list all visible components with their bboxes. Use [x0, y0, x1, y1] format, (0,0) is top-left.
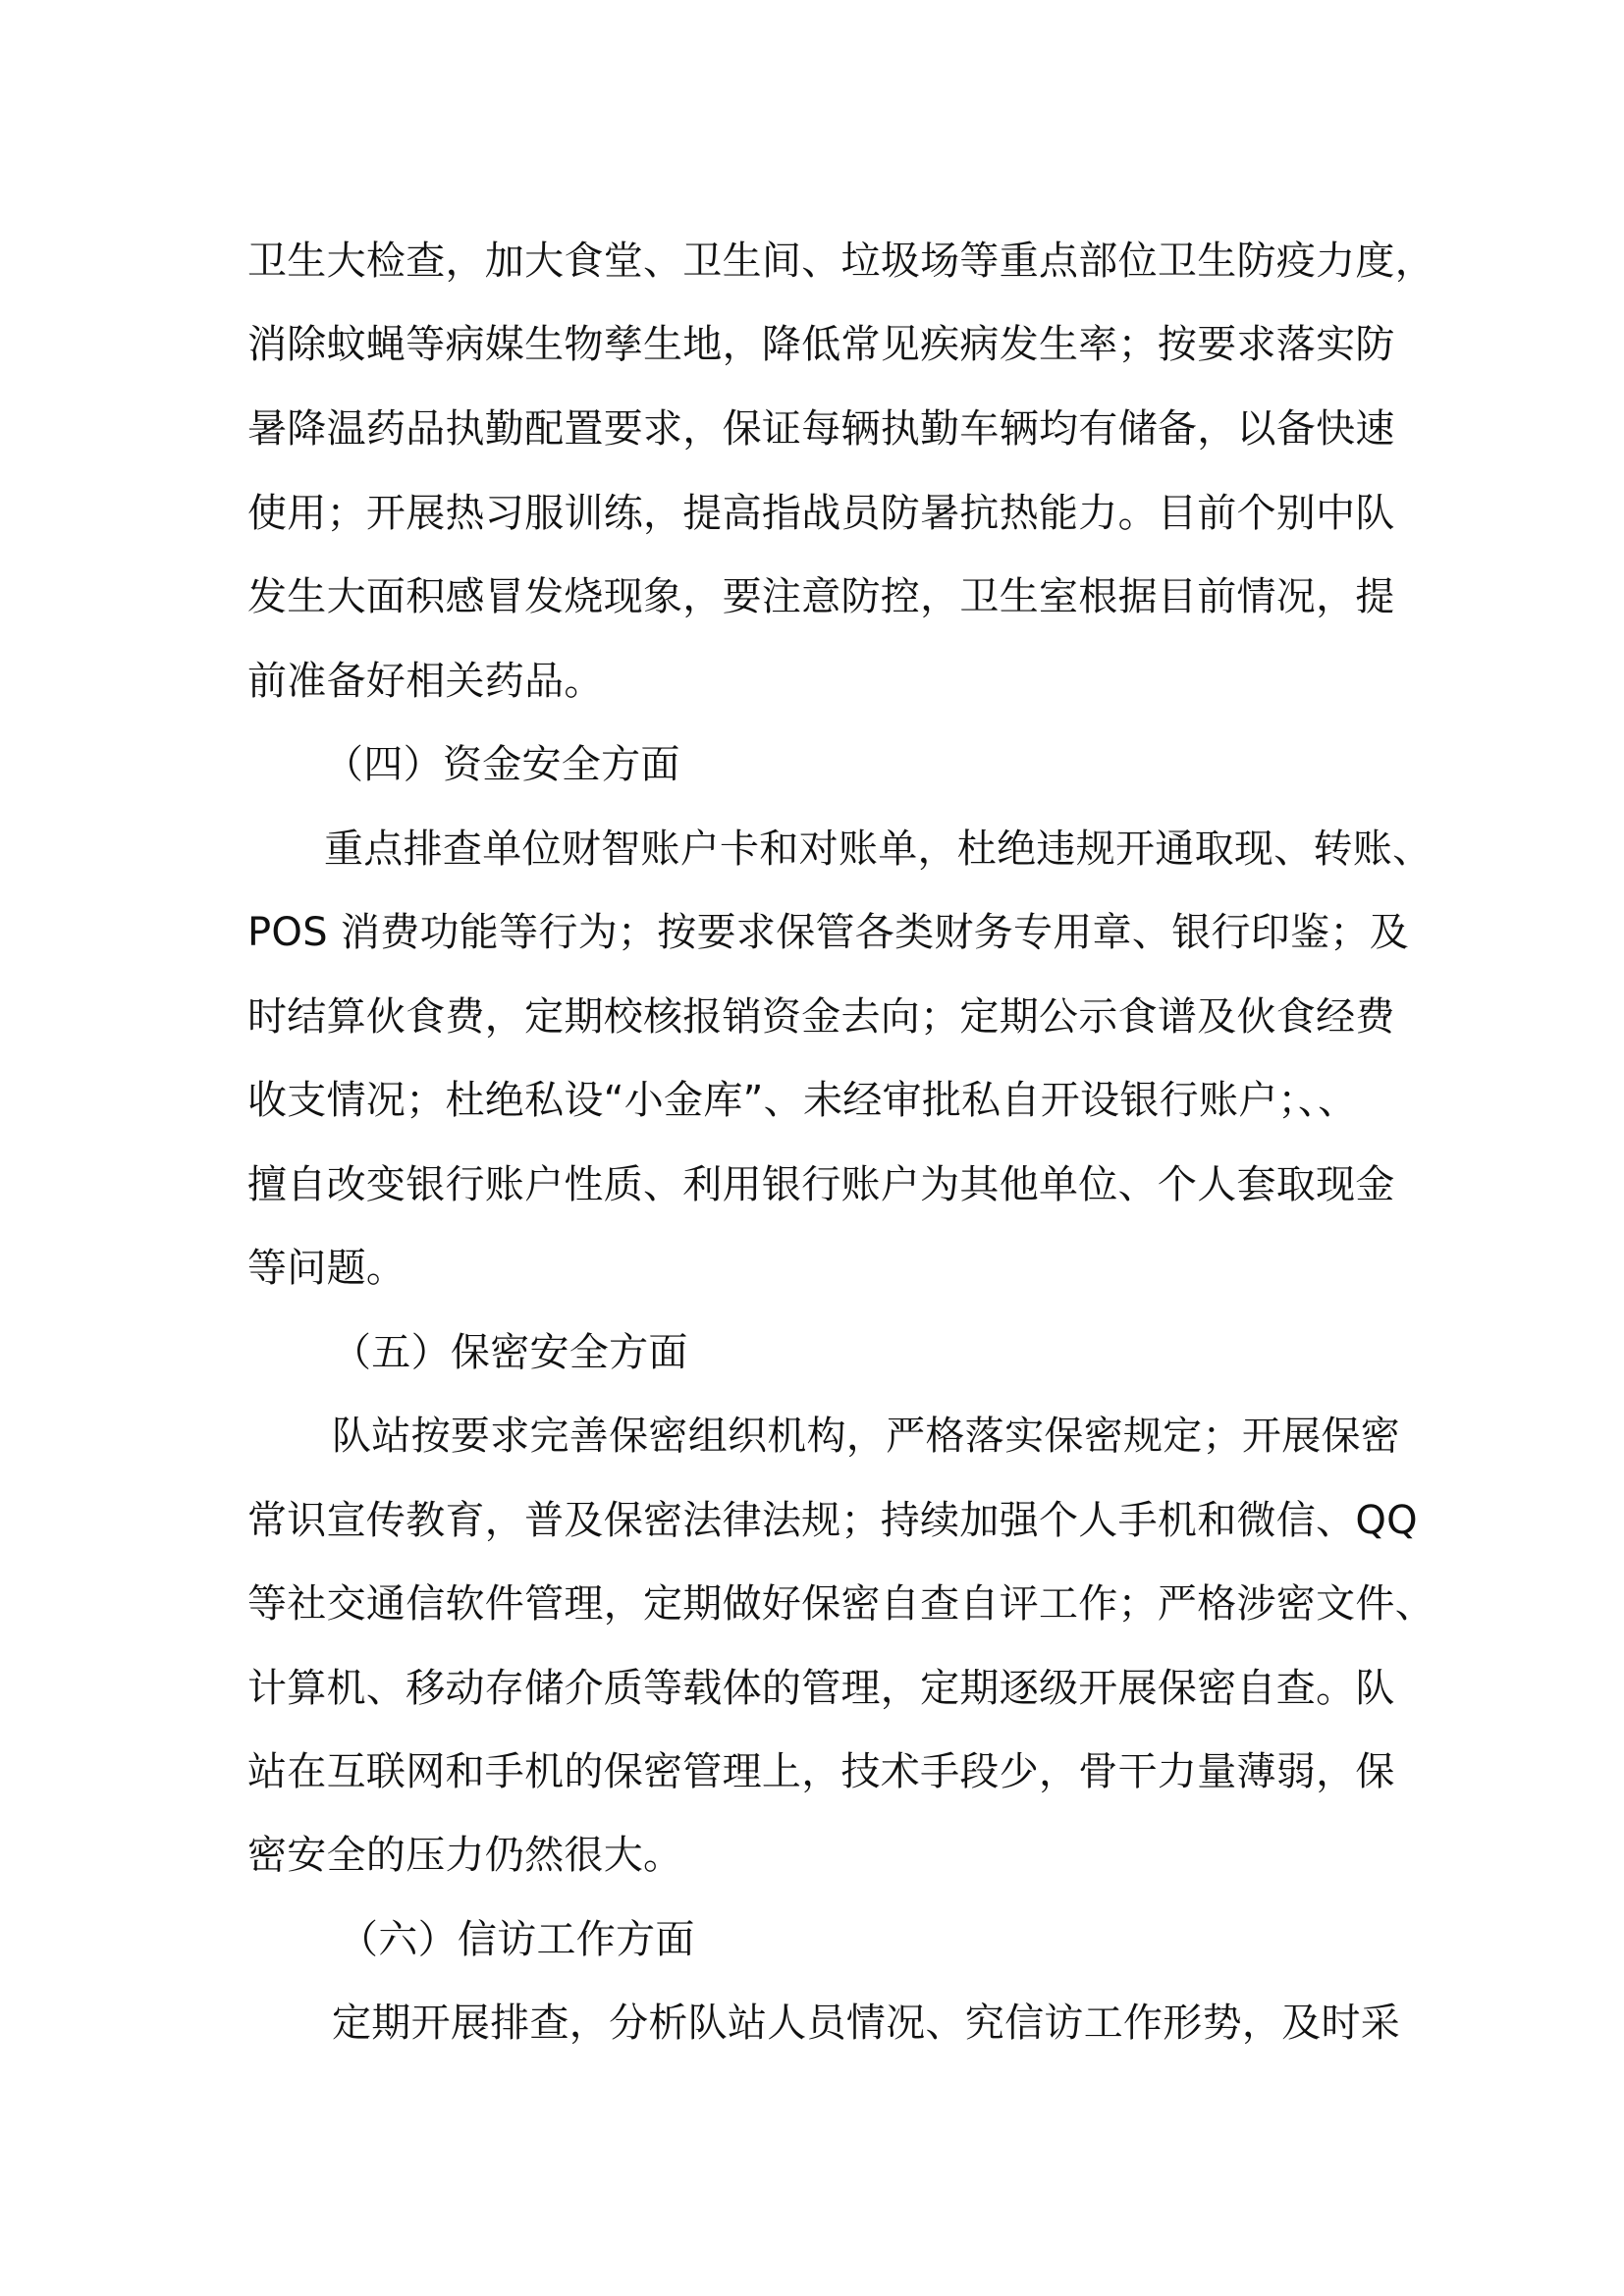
- body-text-line: 定期开展排查，分析队站人员情况、究信访工作形势，及时采: [332, 2001, 1401, 2046]
- body-text-line: 密安全的压力仍然很大。: [247, 1833, 683, 1878]
- body-text-line: 时结算伙食费，定期校核报销资金去向；定期公示食谱及伙食经费: [247, 994, 1395, 1040]
- section-heading-petitions: （六）信访工作方面: [339, 1917, 695, 1962]
- body-text-line: 卫生大检查，加大食堂、卫生间、垃圾场等重点部位卫生防疫力度，: [247, 239, 1435, 284]
- body-text-line: 消除蚊蝇等病媒生物孳生地，降低常见疾病发生率；按要求落实防: [247, 322, 1395, 367]
- body-text-line: 擅自改变银行账户性质、利用银行账户为其他单位、个人套取现金: [247, 1162, 1395, 1207]
- body-text-line: 收支情况；杜绝私设“小金库”、未经审批私自开设银行账户；、、: [247, 1078, 1358, 1123]
- body-text-line: 暑降温药品执勤配置要求，保证每辆执勤车辆均有储备，以备快速: [247, 406, 1395, 452]
- body-text-line: 等社交通信软件管理，定期做好保密自查自评工作；严格涉密文件、: [247, 1581, 1435, 1627]
- body-text-line: 队站按要求完善保密组织机构，严格落实保密规定；开展保密: [332, 1414, 1401, 1459]
- body-text-line: 计算机、移动存储介质等载体的管理，定期逐级开展保密自查。队: [247, 1666, 1395, 1711]
- body-text-line: 发生大面积感冒发烧现象，要注意防控，卫生室根据目前情况，提: [247, 574, 1395, 619]
- body-text-line: 重点排查单位财智账户卡和对账单，杜绝违规开通取现、转账、: [324, 827, 1433, 872]
- body-text-line: 前准备好相关药品。: [247, 659, 604, 704]
- body-text-line: 站在互联网和手机的保密管理上，技术手段少，骨干力量薄弱，保: [247, 1749, 1395, 1794]
- section-heading-confidentiality: （五）保密安全方面: [332, 1330, 688, 1375]
- section-heading-funds-safety: （四）资金安全方面: [324, 742, 680, 787]
- body-text-line: 常识宣传教育，普及保密法律法规；持续加强个人手机和微信、QQ: [247, 1498, 1418, 1543]
- body-text-line: POS 消费功能等行为；按要求保管各类财务专用章、银行印鉴；及: [247, 910, 1410, 955]
- body-text-line: 等问题。: [247, 1246, 406, 1291]
- body-text-line: 使用；开展热习服训练，提高指战员防暑抗热能力。目前个别中队: [247, 491, 1395, 536]
